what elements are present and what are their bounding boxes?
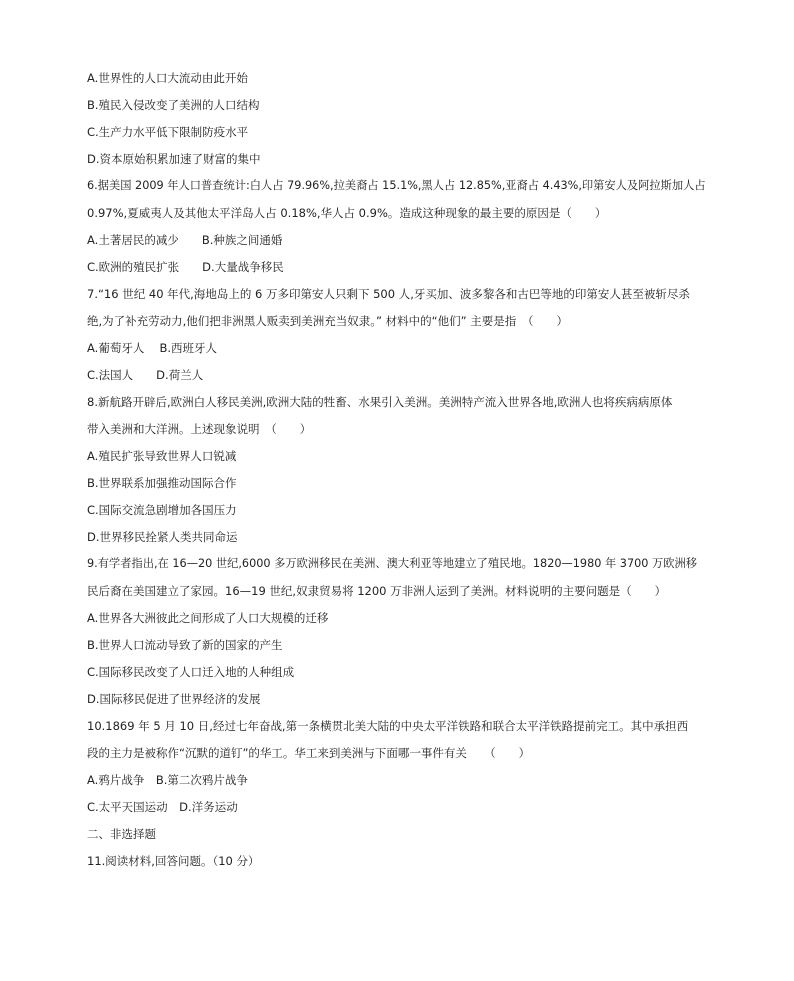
q8-option-a: A.殖民扩张导致世界人口锐减: [87, 449, 237, 463]
q8-option-c: C.国际交流急剧增加各国压力: [87, 503, 237, 517]
q9-option-c: C.国际移民改变了人口迁入地的人种组成: [87, 665, 295, 679]
q8-option-d: D.世界移民拴紧人类共同命运: [87, 530, 238, 544]
q7-options-cd: C.法国人 D.荷兰人: [87, 368, 204, 382]
q5-option-c: C.生产力水平低下限制防疫水平: [87, 125, 249, 139]
q10-stem-line-1: 10.1869 年 5 月 10 日,经过七年奋战,第一条横贯北美大陆的中央太平洋铁路和联合太平洋铁路提前完工。其中承担西: [87, 719, 689, 733]
section-heading: 二、非选择题: [87, 827, 156, 841]
q9-option-b: B.世界人口流动导致了新的国家的产生: [87, 638, 283, 652]
q7-stem-line-2: 绝,为了补充劳动力,他们把非洲黑人贩卖到美洲充当奴隶。” 材料中的“他们” 主要是指 （ ）: [87, 314, 568, 328]
q7-options-ab: A.葡萄牙人 B.西班牙人: [87, 341, 218, 355]
q9-stem-line-2: 民后裔在美国建立了家园。16—19 世纪,奴隶贸易将 1200 万非洲人运到了美洲。材料说明的主要问题是（ ）: [87, 584, 667, 598]
q5-option-a: A.世界性的人口大流动由此开始: [87, 71, 248, 85]
q8-stem-line-1: 8.新航路开辟后,欧洲白人移民美洲,欧洲大陆的牲畜、水果引入美洲。美洲特产流入世界各地,欧洲人也将疾病病原体: [87, 395, 673, 409]
q5-option-d: D.资本原始积累加速了财富的集中: [87, 152, 261, 166]
q10-options-cd: C.太平天国运动 D.洋务运动: [87, 800, 238, 814]
q5-option-b: B.殖民入侵改变了美洲的人口结构: [87, 98, 260, 112]
q10-stem-line-2: 段的主力是被称作“沉默的道钉”的华工。华工来到美洲与下面哪一事件有关 （ ）: [87, 746, 531, 760]
q8-stem-line-2: 带入美洲和大洋洲。上述现象说明 （ ）: [87, 422, 312, 436]
q9-stem-line-1: 9.有学者指出,在 16—20 世纪,6000 多万欧洲移民在美洲、澳大利亚等地建立了殖民地。1820—1980 年 3700 万欧洲移: [87, 557, 697, 570]
q11-stem: 11.阅读材料,回答问题。（10 分）: [87, 854, 260, 868]
q6-options-cd: C.欧洲的殖民扩张 D.大量战争移民: [87, 260, 284, 274]
q6-stem-line-2: 0.97%,夏威夷人及其他太平洋岛人占 0.18%,华人占 0.9%。造成这种现象的最主要的原因是（ ）: [87, 206, 607, 220]
q7-stem-line-1: 7.“16 世纪 40 年代,海地岛上的 6 万多印第安人只剩下 500 人,牙买加、波多黎各和古巴等地的印第安人甚至被斩尽杀: [87, 287, 690, 301]
q9-option-a: A.世界各大洲彼此之间形成了人口大规模的迁移: [87, 611, 329, 625]
q10-options-ab: A.鸦片战争 B.第二次鸦片战争: [87, 773, 248, 787]
q9-option-d: D.国际移民促进了世界经济的发展: [87, 692, 261, 706]
q6-stem-line-1: 6.据美国 2009 年人口普查统计:白人占 79.96%,拉美裔占 15.1%,黑人占 12.85%,亚裔占 4.43%,印第安人及阿拉斯加人占: [87, 179, 706, 192]
q6-options-ab: A.土著居民的减少 B.种族之间通婚: [87, 233, 283, 247]
q8-option-b: B.世界联系加强推动国际合作: [87, 476, 237, 490]
